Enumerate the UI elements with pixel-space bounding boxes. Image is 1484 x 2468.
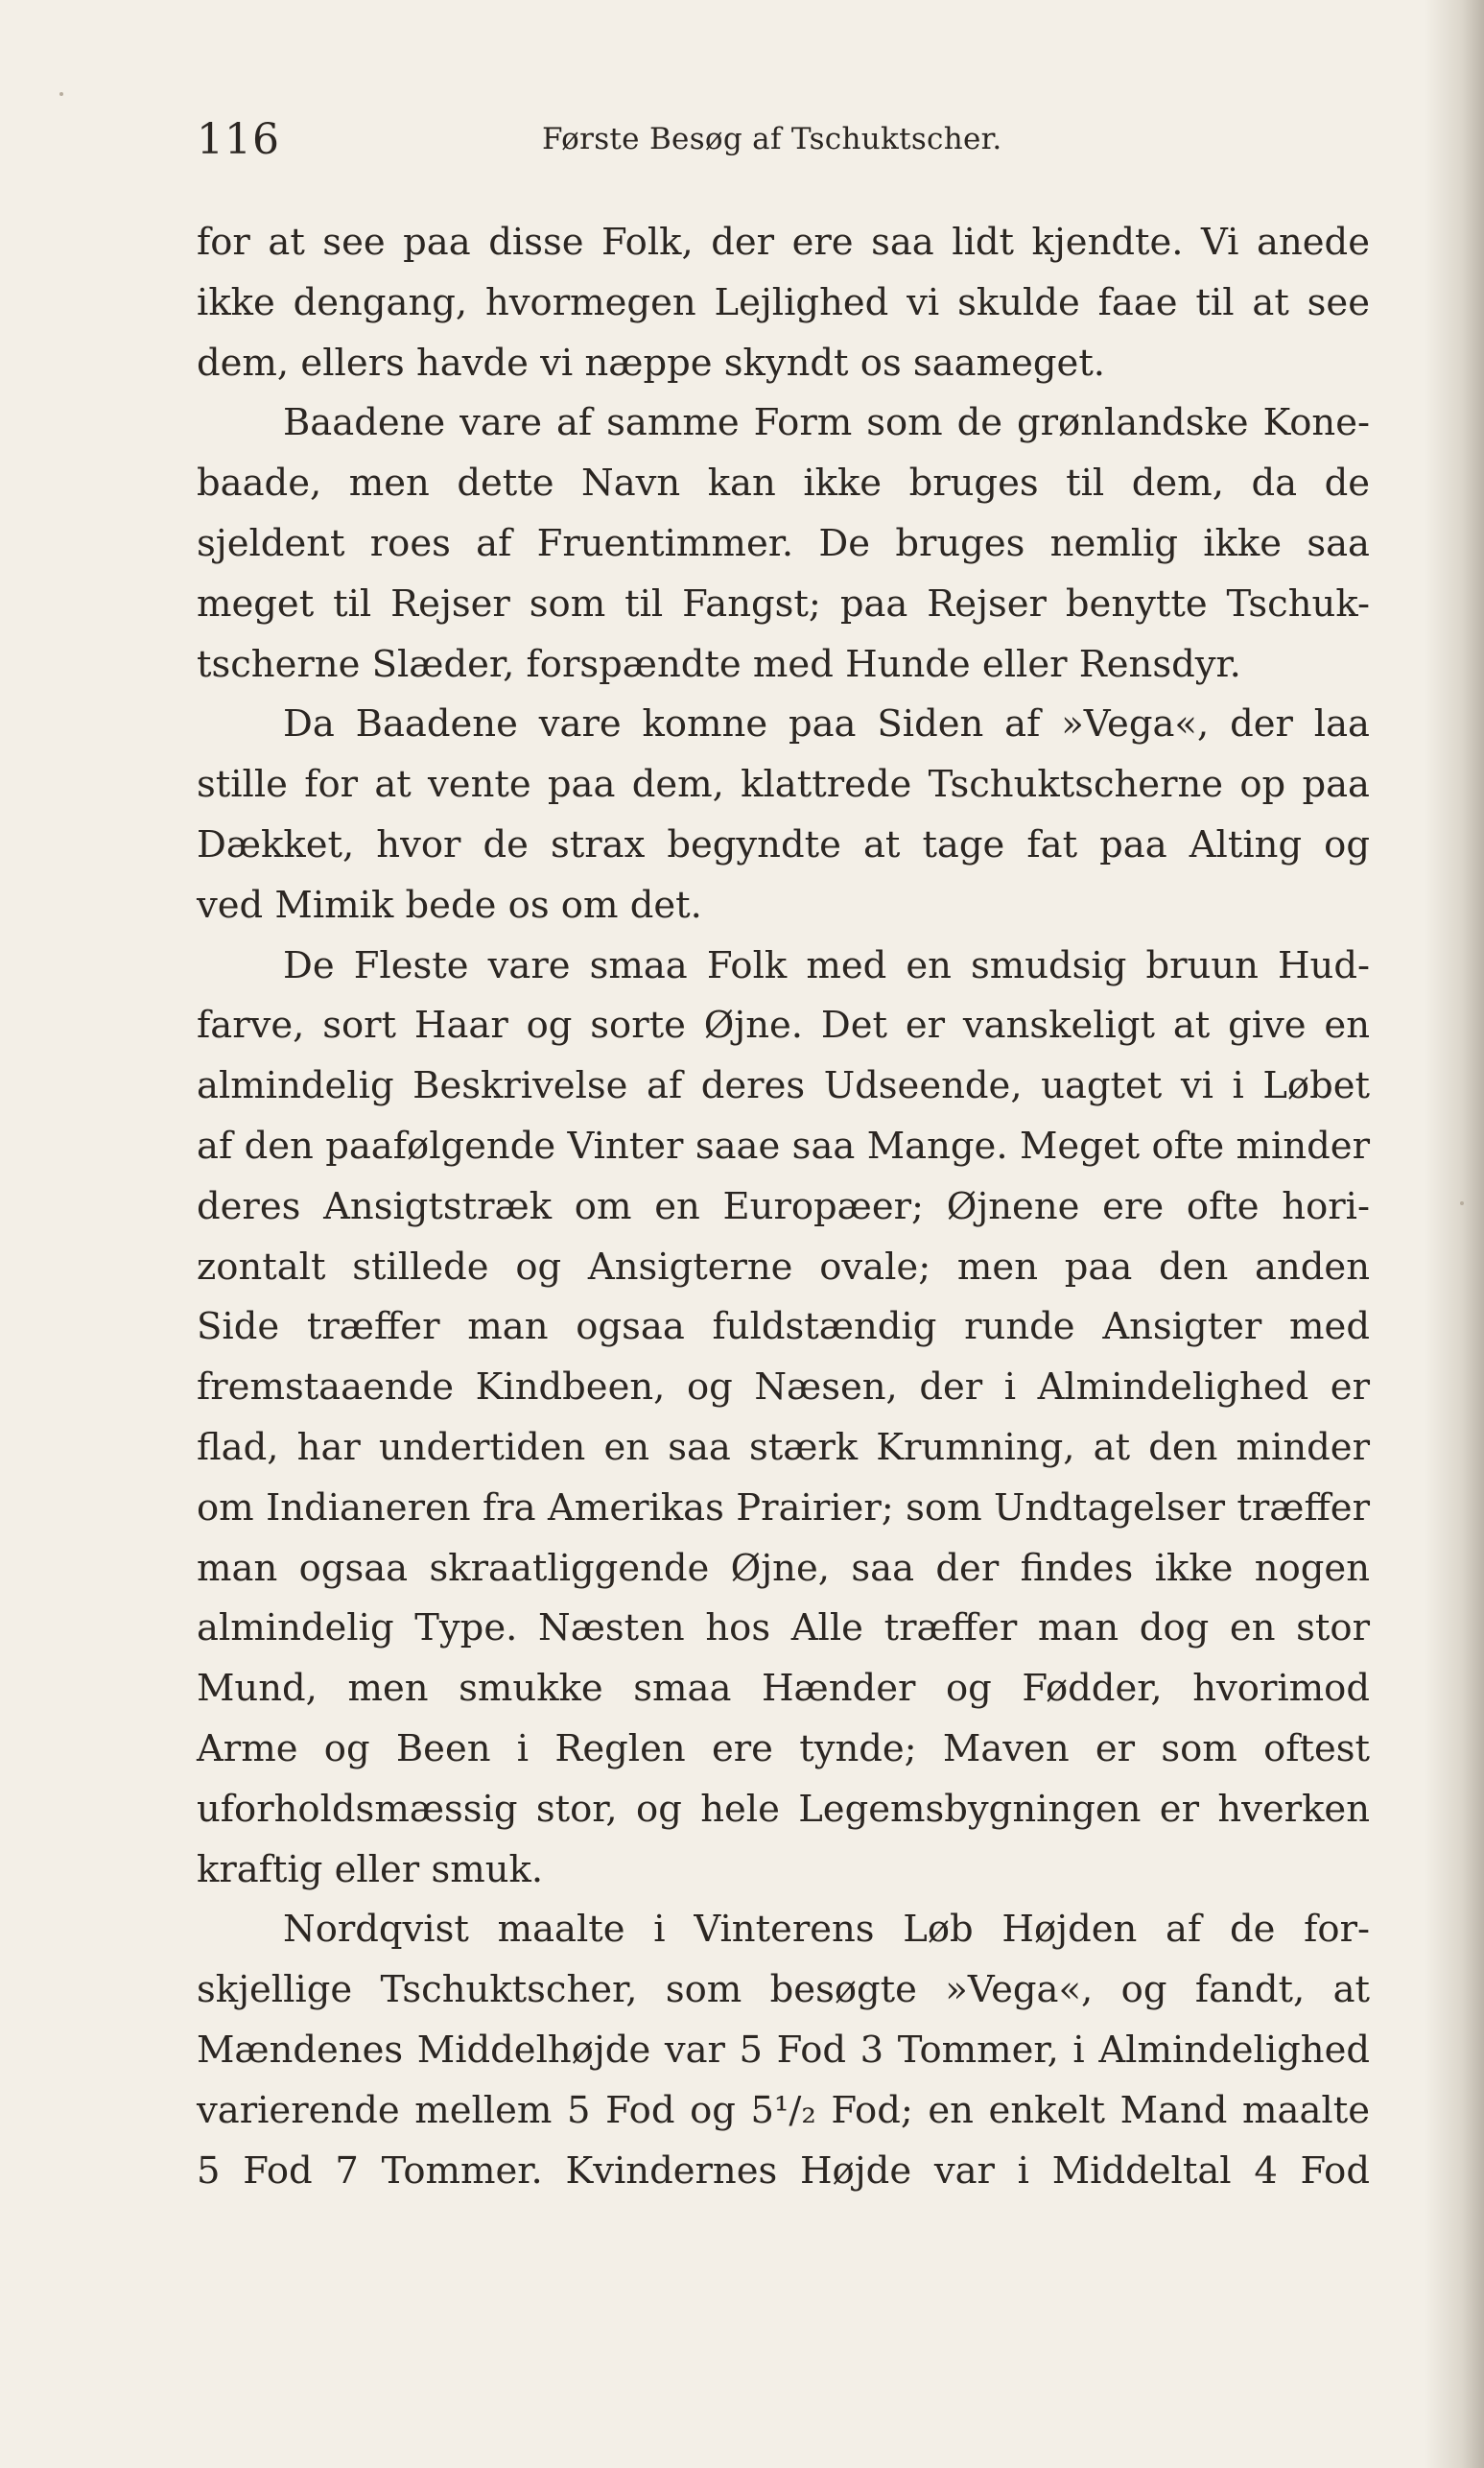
- text-line: Da Baadene vare komne paa Siden af »Vega«, der laa: [283, 702, 1370, 747]
- text-line: flad, har undertiden en saa stærk Krumning, at den minder: [197, 1425, 1370, 1469]
- text-line: Mund, men smukke smaa Hænder og Fødder, hvorimod: [197, 1667, 1370, 1711]
- text-line: varierende mellem 5 Fod og 5¹/₂ Fod; en enkelt Mand maalte: [197, 2088, 1370, 2132]
- paper-speck: [59, 92, 63, 96]
- text-line: Baadene vare af samme Form som de grønlandske Kone-: [283, 401, 1370, 445]
- text-line: zontalt stillede og Ansigterne ovale; men paa den anden: [197, 1245, 1370, 1289]
- paper-speck: [1460, 1201, 1464, 1205]
- text-line: meget til Rejser som til Fangst; paa Rejser benytte Tschuk-: [197, 581, 1370, 626]
- text-line: fremstaaende Kindbeen, og Næsen, der i Almindelighed er: [197, 1365, 1370, 1410]
- text-line: stille for at vente paa dem, klattrede Tschuktscherne op paa: [197, 763, 1370, 807]
- text-line: Arme og Been i Reglen ere tynde; Maven er som oftest: [197, 1726, 1370, 1770]
- text-line: man ogsaa skraatliggende Øjne, saa der findes ikke nogen: [197, 1546, 1370, 1590]
- text-line: Nordqvist maalte i Vinterens Løb Højden af de for-: [283, 1908, 1370, 1952]
- text-line: De Fleste vare smaa Folk med en smudsig bruun Hud-: [283, 943, 1370, 987]
- text-line: tscherne Slæder, forspændte med Hunde eller Rensdyr.: [197, 642, 1241, 686]
- text-line: Mændenes Middelhøjde var 5 Fod 3 Tommer, i Almindelighed: [197, 2028, 1370, 2072]
- text-line: Side træffer man ogsaa fuldstændig runde Ansigter med: [197, 1305, 1370, 1349]
- text-line: ikke dengang, hvormegen Lejlighed vi skulde faae til at see: [197, 280, 1370, 324]
- text-line: om Indianeren fra Amerikas Prairier; som Undtagelser træffer: [197, 1485, 1370, 1530]
- body-text: [197, 213, 1370, 2201]
- text-line: dem, ellers havde vi næppe skyndt os saameget.: [197, 341, 1106, 385]
- text-line: Dækket, hvor de strax begyndte at tage fat paa Alting og: [197, 822, 1370, 866]
- text-line: sjeldent roes af Fruentimmer. De bruges nemlig ikke saa: [197, 521, 1370, 565]
- text-line: deres Ansigtstræk om en Europæer; Øjnene ere ofte hori-: [197, 1184, 1370, 1228]
- text-line: kraftig eller smuk.: [197, 1847, 544, 1891]
- text-line: ved Mimik bede os om det.: [197, 883, 702, 927]
- text-line: skjellige Tschuktscher, som besøgte »Vega«, og fandt, at: [197, 1968, 1370, 2012]
- running-title: Første Besøg af Tschuktscher.: [542, 122, 1002, 156]
- text-line: almindelig Type. Næsten hos Alle træffer man dog en stor: [197, 1606, 1370, 1650]
- text-line: baade, men dette Navn kan ikke bruges til dem, da de: [197, 462, 1370, 506]
- page-number: 116: [197, 115, 280, 164]
- text-line: 5 Fod 7 Tommer. Kvindernes Højde var i Middeltal 4 Fod: [197, 2148, 1370, 2193]
- text-line: farve, sort Haar og sorte Øjne. Det er vanskeligt at give en: [197, 1004, 1370, 1048]
- text-line: for at see paa disse Folk, der ere saa lidt kjendte. Vi anede: [197, 221, 1370, 264]
- text-line: almindelig Beskrivelse af deres Udseende, uagtet vi i Løbet: [197, 1064, 1370, 1108]
- text-line: uforholdsmæssig stor, og hele Legemsbygningen er hverken: [197, 1787, 1370, 1831]
- text-line: af den paafølgende Vinter saae saa Mange. Meget ofte minder: [197, 1124, 1370, 1168]
